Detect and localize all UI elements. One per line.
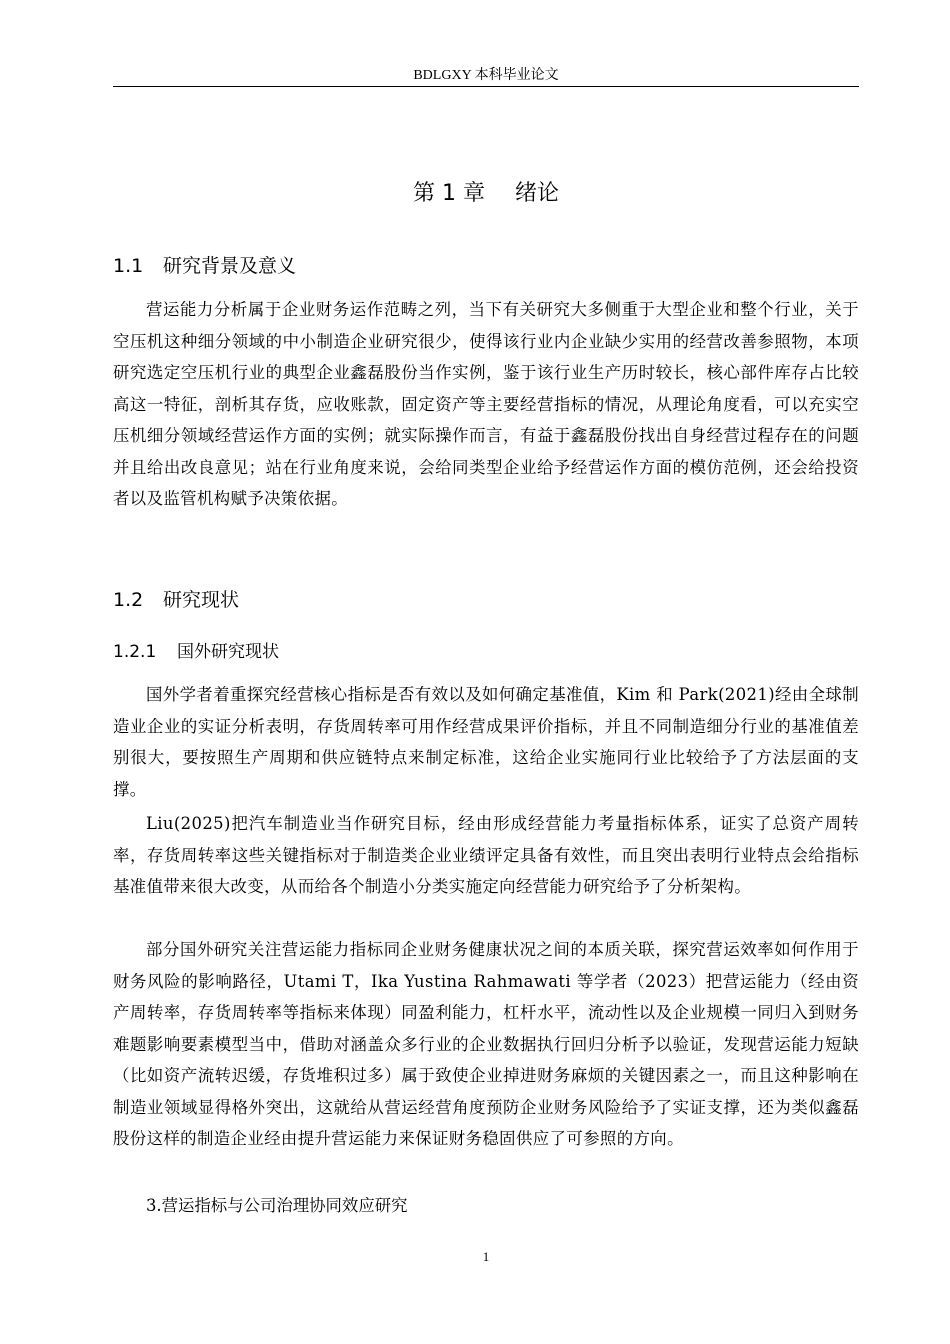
page-number: 1 [482, 1249, 490, 1264]
chapter-number: 第 1 章 [413, 181, 485, 206]
paragraph-governance-item: 3.营运指标与公司治理协同效应研究 [146, 1196, 408, 1215]
subsection-heading-1-2-1 [113, 639, 279, 665]
chapter-name: 绪论 [514, 181, 559, 206]
paragraph-utami: 部分国外研究关注营运能力指标同企业财务健康状况之间的本质关联，探究营运效率如何作用于财务风险的影响路径，Utami T，Ika Yustina Rahmawati 等学者（2023）把营运能力（经由资产周转率，存货周转率等指标来体现）同盈利能力，杠杆水平，流动性以及企业规模一同归入到财务难题影响要素模型当中，借助对涵盖众多行业的企业数据执行回归分析予以验证，发现营运能力短缺（比如资产流转迟缓，存货堆积过多）属于致使企业掉进财务麻烦的关键因素之一，而且这种影响在制造业领域显得格外突出，这就给从营运经营角度预防企业财务风险给予了实证支撑，还为类似鑫磊股份这样的制造企业经由提升营运能力来保证财务稳固供应了可参照的方向。 [113, 940, 859, 1148]
paragraph-kim-park: 国外学者着重探究经营核心指标是否有效以及如何确定基准值，Kim 和 Park(2021)经由全球制造业企业的实证分析表明，存货周转率可用作经营成果评价指标，并且不同制造细分行业的基准值差别很大，要按照生产周期和供应链特点来制定标准，这给企业实施同行业比较给予了方法层面的支撑。 [113, 685, 859, 799]
section-title: 研究背景及意义 [163, 255, 297, 277]
section-heading-1-1 [113, 252, 296, 280]
section-title: 研究现状 [163, 589, 240, 611]
section-number: 1.2 [113, 589, 144, 611]
running-header: BDLGXY 本科毕业论文 [413, 68, 559, 83]
chapter-title [113, 178, 859, 210]
section-number: 1.1 [113, 255, 144, 277]
paragraph-background: 营运能力分析属于企业财务运作范畴之列，当下有关研究大多侧重于大型企业和整个行业，关于空压机这种细分领域的中小制造企业研究很少，使得该行业内企业缺少实用的经营改善参照物，本项研究选定空压机行业的典型企业鑫磊股份当作实例，鉴于该行业生产历时较长，核心部件库存占比较高这一特征，剖析其存货，应收账款，固定资产等主要经营指标的情况，从理论角度看，可以充实空压机细分领域经营运作方面的实例；就实际操作而言，有益于鑫磊股份找出自身经营过程存在的问题并且给出改良意见；站在行业角度来说，会给同类型企业给予经营运作方面的模仿范例，还会给投资者以及监管机构赋予决策依据。 [113, 300, 859, 508]
subsection-title: 国外研究现状 [177, 642, 279, 662]
subsection-number: 1.2.1 [113, 642, 157, 662]
section-heading-1-2 [113, 586, 239, 614]
paragraph-liu: Liu(2025)把汽车制造业当作研究目标，经由形成经营能力考量指标体系，证实了总资产周转率，存货周转率这些关键指标对于制造类企业业绩评定具备有效性，而且突出表明行业特点会给指标基准值带来很大改变，从而给各个制造小分类实施定向经营能力研究给予了分析架构。 [113, 814, 859, 896]
header-rule [113, 86, 859, 87]
